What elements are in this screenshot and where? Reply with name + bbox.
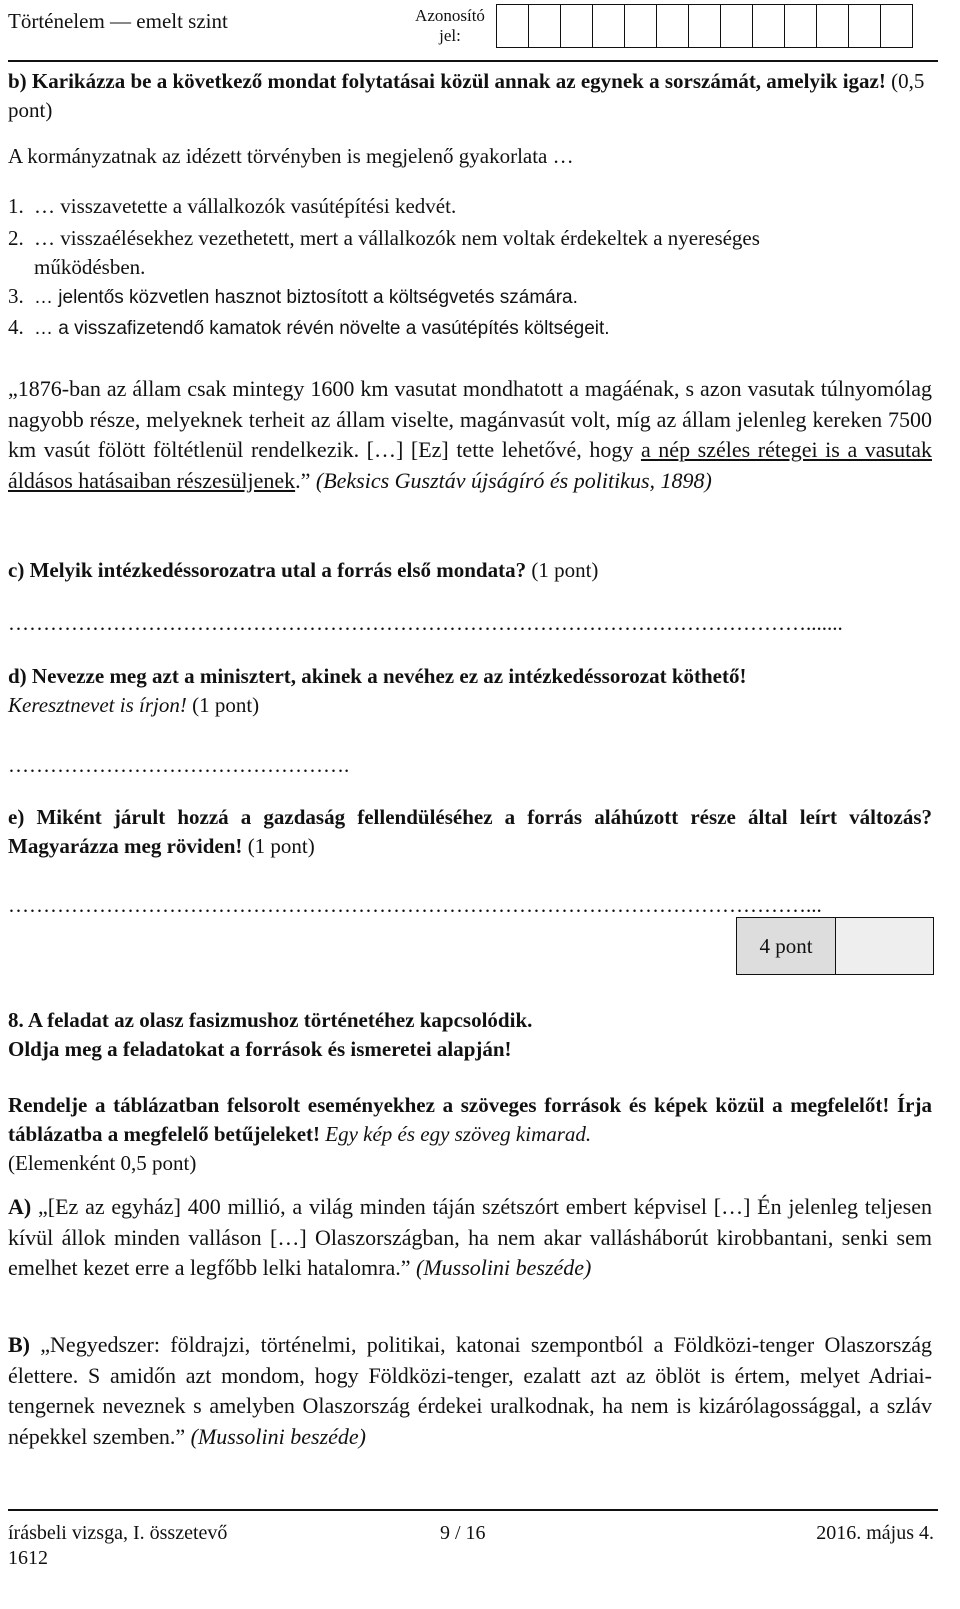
part-d-prompt-italic: Keresztnevet is írjon!	[8, 693, 187, 717]
id-box[interactable]	[688, 4, 721, 48]
id-boxes[interactable]	[497, 4, 913, 48]
part-d-points: (1 pont)	[186, 693, 260, 717]
task8-points: (Elemenként 0,5 pont)	[8, 1151, 197, 1175]
id-box[interactable]	[848, 4, 881, 48]
task8-instructions-italic: Egy kép és egy szöveg kimarad.	[320, 1122, 592, 1146]
part-d-answer-line[interactable]: ………………………………………….	[8, 753, 350, 777]
source-attribution: (Beksics Gusztáv újságíró és politikus, 1898)	[315, 467, 712, 493]
id-box[interactable]	[816, 4, 849, 48]
source-quote	[8, 374, 932, 496]
footer-code: 1612	[8, 1547, 48, 1569]
part-c-prompt-text: c) Melyik intézkedéssorozatra utal a forrás első mondata?	[8, 558, 527, 582]
page-header-title: Történelem — emelt szint	[8, 9, 228, 33]
footer-rule	[8, 1509, 938, 1511]
part-b-stem: A kormányzatnak az idézett törvényben is megjelenő gyakorlata …	[8, 144, 574, 168]
source-a	[8, 1192, 932, 1284]
part-e-answer-line[interactable]: ……………………………………………………………………………………………………...	[8, 893, 822, 917]
option-text: … visszavetette a vállalkozók vasútépítési kedvét.	[34, 194, 457, 218]
part-b-prompt-text: b) Karikázza be a következő mondat folytatásai közül annak az egynek a sorszámát, amelyik igaz!	[8, 69, 886, 93]
task8-instructions	[8, 1091, 932, 1178]
source-b-text: „Negyedszer: földrajzi, történelmi, politikai, katonai szempontból a Földközi-tenger Olaszország élettere. S amidőn azt mondom, hogy Földközi-tenger, ezalatt azt az öblöt is értem, melyet Adriai-tengernek neveznek s amelyben Olaszország érdekei uralkodnak, ha nem is kizárólagossággal, a szláv népekkel szemben.”	[8, 1332, 932, 1449]
part-c-answer-line[interactable]: …………………………………………………………………………………………………….......	[8, 611, 843, 635]
footer-left: írásbeli vizsga, I. összetevő	[8, 1522, 228, 1544]
score-entry-box[interactable]	[836, 918, 933, 974]
source-b-attribution: (Mussolini beszéde)	[190, 1423, 366, 1449]
footer-page-number: 9 / 16	[440, 1522, 486, 1544]
source-underlined-text: a nép széles rétegei is a vasutak áldásos hatásaiban részesüljenek	[8, 437, 932, 493]
source-b	[8, 1330, 932, 1452]
part-c-prompt	[8, 556, 932, 585]
part-d-prompt	[8, 662, 932, 720]
id-box[interactable]	[496, 4, 529, 48]
option-4[interactable]	[8, 313, 932, 343]
footer-date: 2016. május 4.	[816, 1522, 934, 1544]
task8-title-2: Oldja meg a feladatokat a források és ismeretei alapján!	[8, 1037, 512, 1061]
part-b-points: (0,5 pont)	[8, 69, 925, 122]
source-a-attribution: (Mussolini beszéde)	[416, 1255, 592, 1280]
task8-title-1: 8. A feladat az olasz fasizmushoz történetéhez kapcsolódik.	[8, 1008, 533, 1032]
part-e-points: (1 pont)	[242, 834, 315, 858]
source-text: „1876-ban az állam csak mintegy 1600 km vasutat mondhatott a magáénak, s azon vasutak túlnyomólag nagyobb része, melyeknek terheit az állam viselte, magánvasút volt, míg az állam jelenleg kereken 7500 km vasút fölött föltétlenül rendelkezik. […] [Ez] tette lehetővé, hogy	[8, 376, 932, 462]
task8-instructions-text: Rendelje a táblázatban felsorolt eseményekhez a szöveges források és képek közül a megfelelőt! Írja táblázatba a megfelelő betűjeleket!	[8, 1093, 932, 1146]
part-c-points: (1 pont)	[526, 558, 599, 582]
id-box[interactable]	[784, 4, 817, 48]
option-2[interactable]	[8, 224, 932, 252]
id-label: Azonosító jel:	[415, 6, 485, 45]
source-a-label: A)	[8, 1194, 32, 1219]
option-number: 4.	[8, 315, 24, 339]
option-1[interactable]	[8, 192, 932, 220]
id-box[interactable]	[560, 4, 593, 48]
source-text-end: .”	[295, 467, 316, 493]
option-number: 1.	[8, 194, 24, 218]
id-box[interactable]	[528, 4, 561, 48]
score-label: 4 pont	[737, 918, 836, 974]
id-box[interactable]	[752, 4, 785, 48]
id-box[interactable]	[720, 4, 753, 48]
part-b-prompt	[8, 67, 932, 125]
option-text: … jelentős közvetlen hasznot biztosított a költségvetés számára.	[34, 287, 578, 308]
part-e-prompt-text: e) Miként járult hozzá a gazdaság fellendüléséhez a forrás aláhúzott része által leírt változás? Magyarázza meg röviden!	[8, 805, 932, 858]
id-box[interactable]	[592, 4, 625, 48]
option-text: … a visszafizetendő kamatok révén növelte a vasútépítés költségeit.	[34, 318, 610, 339]
id-box[interactable]	[624, 4, 657, 48]
header-rule	[8, 60, 938, 62]
score-box	[736, 917, 934, 975]
source-b-label: B)	[8, 1332, 30, 1357]
option-2-continued: működésben.	[34, 255, 146, 279]
id-box[interactable]	[656, 4, 689, 48]
source-a-text: „[Ez az egyház] 400 millió, a világ minden táján szétszórt embert képvisel […] Én jelenleg teljesen kívül állok minden valláson […] Olaszországban, ha nem akar vallásháborút kirobbantani, senki sem emelhet kezet erre a legfőbb lelki hatalomra.”	[8, 1194, 932, 1280]
option-3[interactable]	[8, 282, 932, 312]
part-d-prompt-text: d) Nevezze meg azt a minisztert, akinek a nevéhez ez az intézkedéssorozat köthető!	[8, 664, 747, 688]
option-number: 2.	[8, 226, 24, 250]
option-text: … visszaélésekhez vezethetett, mert a vállalkozók nem voltak érdekeltek a nyereséges	[34, 226, 760, 250]
option-number: 3.	[8, 284, 24, 308]
id-box[interactable]	[880, 4, 913, 48]
part-e-prompt	[8, 803, 932, 861]
